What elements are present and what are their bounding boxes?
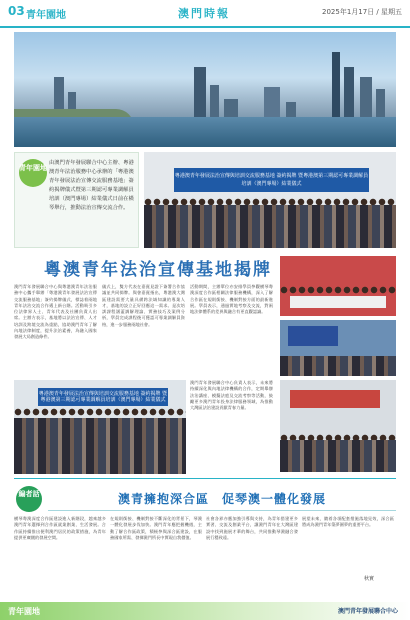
editorial-column-3: 社會各界亦應加強引導與支持，為青年搭建更多實習、交流及創業平台，讓澳門青年在大灣區建設中找到施展才華的舞台，共同推動琴澳融合發展行穩致遠。 [206,516,298,540]
group-photo-banner [38,388,168,406]
skyline-photo [14,32,396,147]
article-column-4: 澳門青年發展聯合中心負責人表示，未來將持續深化與內地法律機構的合作，定期舉辦法治講座、模擬法庭及交流考察等活動，鼓勵更多澳門青年投身法律服務領域，為推動大灣區法治建設貢獻青春力量。 [190,380,273,411]
section-divider [14,478,396,479]
group-photo [14,380,186,474]
page-header [0,0,410,28]
page-footer [0,602,410,620]
footer-section: 青年園地 [8,607,40,616]
editorial-column-2: 在規則銜接、機制對接不斷深化的背景下，琴澳一體化發展步伐加快。澳門青年應把握機遇，主動了解合作區政策，積極參與深合區建設，在服務國家所需、發揮澳門所長中實現自我價值。 [110,516,202,540]
editorial-rule [48,510,396,511]
editorial-column-1: 橫琴粵澳深度合作區建設進入新階段，越來越多澳門青年選擇到合作區就業創業、生活發展。合作區持續推出便利澳門居民的政策措施，為青年提供更廣闊的發展空間。 [14,516,106,540]
section-title: 青年園地 [26,10,66,21]
issue-date: 2025年1月17日 / 星期五 [322,8,402,16]
signing-ceremony-photo [144,152,396,248]
article-column-2: 儀式上，雙方代表在嘉賓見證下簽署合作協議並共同揭牌。與會嘉賓指出，粵港澳大灣區建設需要大量具備跨法域知識的專業人才，基地的設立正好回應這一需求。是次培訓課程涵蓋調解理論、實務技巧及案例分析，學員完成課程後可獲認可專業調解員資格，進一步服務兩地社會。 [102,284,185,327]
editor-badge: 編者話 [16,486,42,512]
editorial-column-4: 展望未來，隨着各項配套措施落地見效，深合區將成為澳門青年築夢圓夢的重要平台。 [302,516,394,528]
group-photo-banner-text: 粵港澳青年發展法治宣傳與培訓交流服務基地 簽約揭牌 暨粵港澳第三期認可專業調解員培訓（澳門專場）結業儀式 [38,391,168,403]
intro-box [14,152,139,248]
signing-photo [280,256,396,316]
ceremony-banner: 粵港澳青年發展法治宣傳與培訓交流服務基地 簽約揭牌 暨粵港澳第三期認可專業調解員培訓（澳門專場）結業儀式 [174,168,369,192]
lecture-photo [280,320,396,376]
article-headline: 粵澳青年法治宣傳基地揭牌 [44,260,272,280]
article-column-1: 澳門青年發展聯合中心與粵港澳青年法治服務中心攜手舉辦「粵港澳青年發展法治宣傳交流服務基地」簽約揭牌儀式，標誌着兩地青年法治交流合作邁上新台階。活動吸引多位法律界人士、青年代表及社團負責人出席。主辦方表示，基地將以法治宣傳、人才培訓及跨境交流為重點，協助澳門青年了解內地法律制度，提升法治素養，為融入國家發展大局創造條件。 [14,284,97,340]
newspaper-name: 澳門時報 [178,7,230,20]
intro-text: 由澳門青年發展聯合中心主辦、粵港澳青年法治服務中心承辦的「粵港澳青年發展法治宣傳交流服務基地」簽約揭牌儀式暨第三期認可專業調解員培訓（澳門專場）結業儀式日前在橫琴舉行，推動法治宣傳交流合作。 [49,160,134,211]
author-name: 秋實 [364,576,375,582]
intro-badge: 青年園地 [19,159,47,187]
article-column-3: 活動期間，主辦單位亦安排學員參觀橫琴粵澳深度合作區相關法律服務機構，深入了解合作區在規則銜接、機制對接方面的最新進展。學員表示，通過實地考察及交流，對兩地法律體系的差異與融合有更直觀認識。 [190,284,273,315]
editorial-headline: 澳青擁抱深合區 促琴澳一體化發展 [118,492,327,506]
classroom-photo [280,380,396,472]
footer-logo: 澳門青年發展聯合中心 [337,608,398,615]
page-number: 03 [8,4,25,18]
